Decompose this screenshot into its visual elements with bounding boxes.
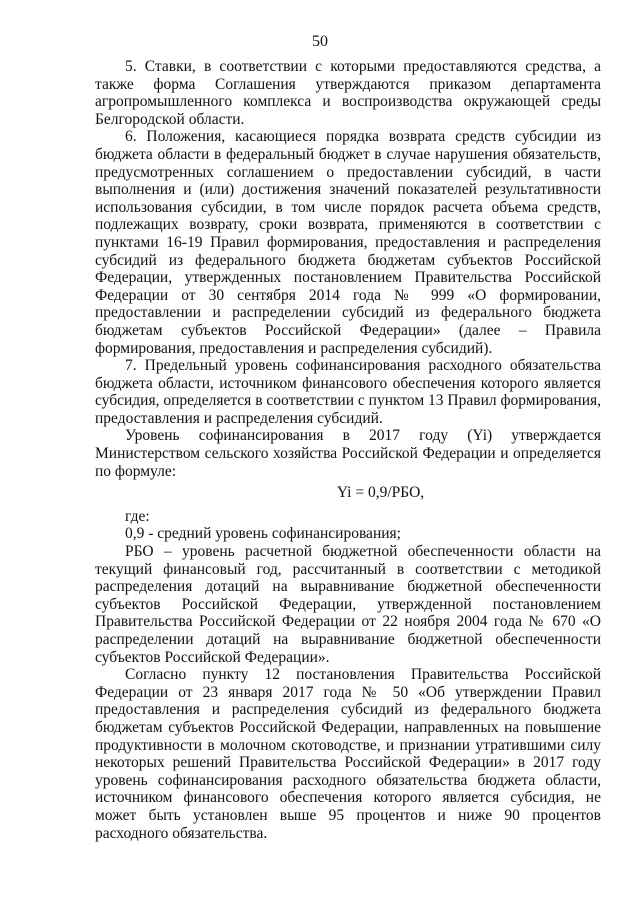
- paragraph-decree-reference: Согласно пункту 12 постановления Правительства Российской Федерации от 23 января 2017 года № 50 «Об утверждении Правил предоставления и распределения субсидий из федерального бюджета бюджетам субъектов Российской Федерации, направленных на повышение продуктивности в молочном скотоводстве, и признании утратившими силу некоторых решений Правительства Российской Федерации» в 2017 году уровень софинансирования расходного обязательства бюджета области, источником финансового обеспечения которого является субсидия, не может быть установлен выше 95 процентов и ниже 90 процентов расходного обязательства.: [95, 666, 601, 842]
- paragraph-7-cofinancing-limit: 7. Предельный уровень софинансирования расходного обязательства бюджета области, источником финансового обеспечения которого является субсидия, определяется в соответствии с пунктом 13 Правил формирования, предоставления и распределения субсидий.: [95, 357, 601, 427]
- paragraph-average-level: 0,9 - средний уровень софинансирования;: [125, 525, 401, 543]
- paragraph-5-rates: 5. Ставки, в соответствии с которыми предоставляются средства, а также форма Соглашения утверждаются приказом департамента агропромышленного комплекса и воспроизводства окружающей среды Белгородской области.: [95, 58, 601, 128]
- where-label: где:: [125, 507, 150, 525]
- paragraph-6-refund-provisions: 6. Положения, касающиеся порядка возврата средств субсидии из бюджета области в федеральный бюджет в случае нарушения обязательств, предусмотренных соглашением о предоставлении субсидий, в части выполнения и (или) достижения значений показателей результативности использования субсидии, в том числе порядок расчета объема средств, подлежащих возврату, сроки возврата, применяются в соответствии с пунктами 16-19 Правил формирования, предоставления и распределения субсидий из федерального бюджета бюджетам субъектов Российской Федерации, утвержденных постановлением Правительства Российской Федерации от 30 сентября 2014 года № 999 «О формировании, предоставлении и распределении субсидий из федерального бюджета бюджетам субъектов Российской Федерации» (далее – Правила формирования, предоставления и распределения субсидий).: [95, 128, 601, 357]
- paragraph-cofinancing-level: Уровень софинансирования в 2017 году (Yi) утверждается Министерством сельского хозяйства Российской Федерации и определяется по формуле:: [95, 427, 601, 480]
- paragraph-rbo-definition: РБО – уровень расчетной бюджетной обеспеченности области на текущий финансовый год, рассчитанный в соответствии с методикой распределения дотаций на выравнивание бюджетной обеспеченности субъектов Российской Федерации, утвержденной постановлением Правительства Российской Федерации от 22 ноября 2004 года № 670 «О распределении дотаций на выравнивание бюджетной обеспеченности субъектов Российской Федерации».: [95, 543, 601, 666]
- document-body: [95, 58, 601, 842]
- cofinancing-formula: Yi = 0,9/РБО,: [336, 484, 425, 502]
- page-number: 50: [312, 33, 328, 50]
